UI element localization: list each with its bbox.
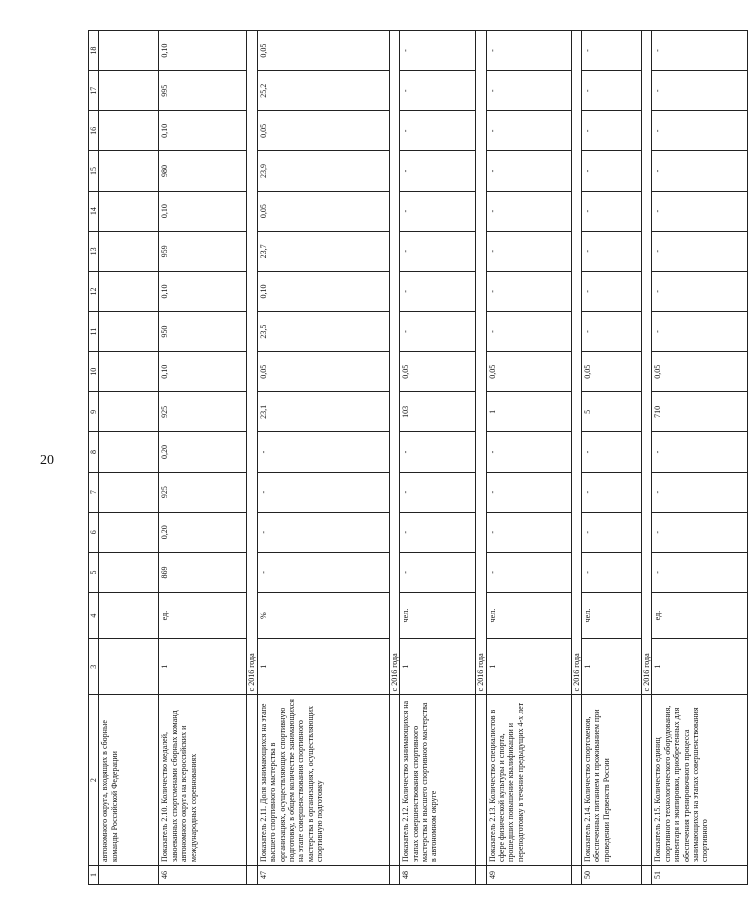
header-cell: 6 <box>89 512 99 552</box>
value-cell: - <box>400 271 476 311</box>
value-cell: - <box>582 312 642 352</box>
since-note: с 2016 года <box>389 31 399 695</box>
since-note: с 2016 года <box>247 31 257 695</box>
value-cell: 23,9 <box>257 151 389 191</box>
indicator-unit: чел. <box>400 593 476 639</box>
header-cell: 12 <box>89 271 99 311</box>
indicator-name: Показатель 2.12. Количество занимающихся на этапах совершенствования спортивного мастерства и высшего спортивного мастерства в автономном округе <box>400 695 476 866</box>
since-row <box>389 31 399 885</box>
value-cell: 925 <box>159 472 247 512</box>
value-cell: - <box>582 231 642 271</box>
since-note: с 2016 года <box>476 31 486 695</box>
value-cell: 25,2 <box>257 71 389 111</box>
value-cell: - <box>400 552 476 592</box>
value-cell: - <box>400 512 476 552</box>
row-number: 49 <box>486 865 571 884</box>
value-cell: - <box>652 271 748 311</box>
value-cell: - <box>486 312 571 352</box>
value-cell: - <box>400 432 476 472</box>
value-cell: - <box>652 191 748 231</box>
value-cell: 710 <box>652 392 748 432</box>
cell-blank <box>642 695 652 866</box>
cell-blank <box>247 865 257 884</box>
value-cell: - <box>652 111 748 151</box>
rotated-table-wrapper <box>88 30 710 885</box>
value-cell: - <box>582 151 642 191</box>
since-note: с 2016 года <box>571 31 581 695</box>
header-cell: 17 <box>89 71 99 111</box>
value-cell: 995 <box>159 71 247 111</box>
value-cell: - <box>486 151 571 191</box>
value-cell: - <box>486 512 571 552</box>
value-cell: 0,20 <box>159 432 247 472</box>
value-cell: - <box>486 31 571 71</box>
value-cell: 0,05 <box>486 352 571 392</box>
value-cell: 23,1 <box>257 392 389 432</box>
value-cell: - <box>486 191 571 231</box>
indicators-table <box>88 30 748 885</box>
value-cell: - <box>652 512 748 552</box>
header-cell: 10 <box>89 352 99 392</box>
cell-blank <box>99 865 159 884</box>
value-cell: 5 <box>582 392 642 432</box>
row-number: 48 <box>400 865 476 884</box>
indicator-weight: 1 <box>486 639 571 695</box>
indicator-weight: 1 <box>400 639 476 695</box>
header-cell: 4 <box>89 593 99 639</box>
since-row <box>247 31 257 885</box>
cell-blank <box>389 695 399 866</box>
indicator-name: Показатель 2.15. Количество единиц спортивного технологического оборудования, инвентаря и экипировки, приобретенных для обеспечения тренировочного процесса занимающихся на этапах совершенствования спортивного <box>652 695 748 866</box>
continuation-row <box>99 31 159 885</box>
value-cell: 869 <box>159 552 247 592</box>
cell-blank <box>571 695 581 866</box>
table-row <box>652 31 748 885</box>
since-row <box>642 31 652 885</box>
value-cell: - <box>486 432 571 472</box>
value-cell: - <box>582 432 642 472</box>
page-number: 20 <box>40 453 54 468</box>
value-cell: 0,10 <box>159 271 247 311</box>
value-cell: - <box>400 31 476 71</box>
row-number: 51 <box>652 865 748 884</box>
value-cell: 0,05 <box>257 352 389 392</box>
value-cell: - <box>582 71 642 111</box>
value-cell: 0,10 <box>257 271 389 311</box>
table-row <box>582 31 642 885</box>
indicator-weight: 1 <box>257 639 389 695</box>
value-cell: 1 <box>486 392 571 432</box>
value-cell: 0,10 <box>159 31 247 71</box>
indicator-weight: 1 <box>582 639 642 695</box>
row-number: 50 <box>582 865 642 884</box>
indicator-unit: чел. <box>486 593 571 639</box>
table-row <box>486 31 571 885</box>
value-cell: - <box>486 552 571 592</box>
value-cell: 23,7 <box>257 231 389 271</box>
table-row <box>159 31 247 885</box>
value-cell: - <box>582 111 642 151</box>
since-row <box>571 31 581 885</box>
header-cell: 5 <box>89 552 99 592</box>
value-cell: - <box>486 71 571 111</box>
value-cell: 0,20 <box>159 512 247 552</box>
value-cell: 959 <box>159 231 247 271</box>
value-cell: - <box>400 71 476 111</box>
indicator-name: Показатель 2.14. Количество спортсменов, обеспеченных питанием и проживанием при проведении Первенств России <box>582 695 642 866</box>
value-cell: 0,05 <box>257 191 389 231</box>
indicator-unit: ед. <box>159 593 247 639</box>
indicator-unit: чел. <box>582 593 642 639</box>
value-cell: - <box>582 472 642 512</box>
value-cell: - <box>257 552 389 592</box>
header-cell: 11 <box>89 312 99 352</box>
value-cell: 23,5 <box>257 312 389 352</box>
header-cell: 18 <box>89 31 99 71</box>
header-cell: 2 <box>89 695 99 866</box>
value-cell: - <box>582 271 642 311</box>
value-cell: - <box>582 552 642 592</box>
cell-blank <box>389 865 399 884</box>
cell-blank <box>99 639 159 695</box>
value-cell: 0,05 <box>652 352 748 392</box>
value-cell: - <box>257 472 389 512</box>
value-cell: 0,10 <box>159 111 247 151</box>
value-cell: - <box>400 191 476 231</box>
header-cell: 13 <box>89 231 99 271</box>
header-cell: 14 <box>89 191 99 231</box>
value-cell: - <box>400 111 476 151</box>
value-cell: - <box>652 231 748 271</box>
value-cell: - <box>652 151 748 191</box>
header-cell: 8 <box>89 432 99 472</box>
value-cell: - <box>486 271 571 311</box>
indicator-weight: 1 <box>652 639 748 695</box>
value-cell: - <box>257 512 389 552</box>
indicator-unit: % <box>257 593 389 639</box>
indicator-weight: 1 <box>159 639 247 695</box>
value-cell: - <box>400 472 476 512</box>
value-cell: - <box>582 191 642 231</box>
value-cell: - <box>652 312 748 352</box>
value-cell: - <box>652 472 748 512</box>
value-cell: - <box>400 312 476 352</box>
indicator-name: Показатель 2.11. Доля занимающихся на этапе высшего спортивного мастерства в организациях, осуществляющих спортивную подготовку, в общем количестве занимающихся на этапе совершенствования спортивного мастерства в организациях, осуществляющих спортивную подготовку <box>257 695 389 866</box>
header-row <box>89 31 99 885</box>
value-cell: - <box>582 31 642 71</box>
value-cell: - <box>652 432 748 472</box>
cell-blank <box>571 865 581 884</box>
value-cell: 0,10 <box>159 191 247 231</box>
value-cell: - <box>400 151 476 191</box>
row-number: 46 <box>159 865 247 884</box>
header-cell: 15 <box>89 151 99 191</box>
header-cell: 1 <box>89 865 99 884</box>
cell-blank <box>99 593 159 639</box>
cell-blank <box>476 865 486 884</box>
cell-blank <box>247 695 257 866</box>
value-cell: 0,05 <box>257 111 389 151</box>
indicator-name: Показатель 2.13. Количество специалистов в сфере физической культуры и спорта, прошедших повышение квалификации и переподготовку в течение предыдущих 4-х лет <box>486 695 571 866</box>
value-cell: 980 <box>159 151 247 191</box>
value-cell: - <box>486 472 571 512</box>
header-cell: 16 <box>89 111 99 151</box>
table-body <box>89 31 748 885</box>
value-cell: - <box>486 111 571 151</box>
continuation-text: автономного округа, входящих в сборные команды Российской Федерации <box>99 695 159 866</box>
value-cell: 103 <box>400 392 476 432</box>
value-cell: 0,05 <box>400 352 476 392</box>
since-row <box>476 31 486 885</box>
value-cell: 925 <box>159 392 247 432</box>
table-row <box>400 31 476 885</box>
value-cell: - <box>652 71 748 111</box>
indicator-unit: ед. <box>652 593 748 639</box>
value-cell: - <box>257 432 389 472</box>
value-cell: 0,05 <box>257 31 389 71</box>
header-cell: 9 <box>89 392 99 432</box>
indicator-name: Показатель 2.10. Количество медалей, завоеванных спортсменами сборных команд автономного округа на всероссийских и международных соревнованиях <box>159 695 247 866</box>
cell-blank <box>476 695 486 866</box>
value-cell: - <box>486 231 571 271</box>
value-cell: 950 <box>159 312 247 352</box>
value-cell: 0,10 <box>159 352 247 392</box>
value-cell: - <box>652 31 748 71</box>
value-cell: - <box>400 231 476 271</box>
table-row <box>257 31 389 885</box>
value-cell: - <box>582 512 642 552</box>
header-cell: 7 <box>89 472 99 512</box>
header-cell: 3 <box>89 639 99 695</box>
cell-blank <box>642 865 652 884</box>
value-cell: - <box>652 552 748 592</box>
value-cell: 0,05 <box>582 352 642 392</box>
since-note: с 2016 года <box>642 31 652 695</box>
row-number: 47 <box>257 865 389 884</box>
